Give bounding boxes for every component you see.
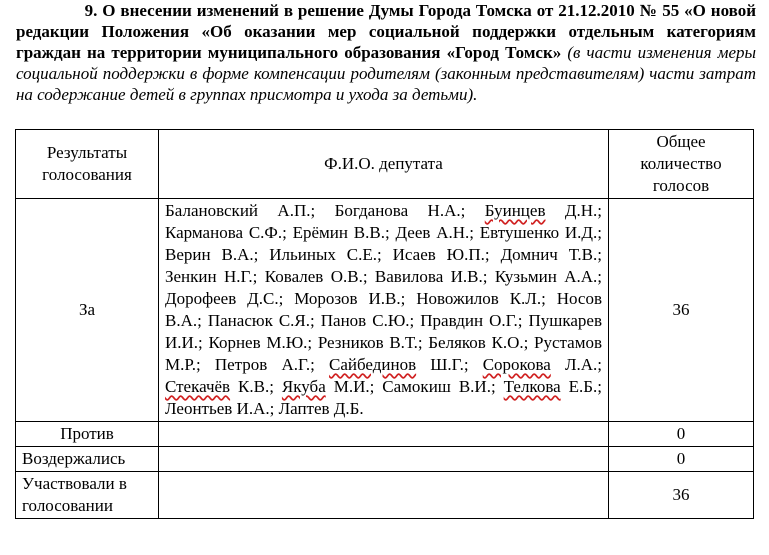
deputies-text: Балановский А.П.; Богданова Н.А.; [165,201,485,220]
row-total-abstained: 0 [609,447,754,472]
row-total-for: 36 [609,199,754,422]
row-total-against: 0 [609,422,754,447]
decision-title: О внесении изменений в решение Думы Города Томска от 21.12.2010 № 55 «О новой редакции Положения «Об оказании мер социальной поддержки отдельным категориям граждан на территории муниципального образования «Город Томск» [16,1,757,62]
table-header-row [16,130,754,199]
row-result-for: За [16,199,159,422]
item-number: 9. [84,1,98,20]
deputies-text: К.В.; [230,377,282,396]
deputies-list [159,199,609,422]
decision-heading [16,0,756,105]
header-result: Результаты голосования [16,130,159,199]
deputy-name: Сайбединов [329,355,417,374]
deputy-name: Телкова [503,377,561,396]
deputy-name: Якуба [281,377,326,396]
table-row [16,199,754,422]
deputy-name: Буинцев [484,201,546,220]
deputies-text: Ш.Г.; [416,355,483,374]
row-deputies-against [159,422,609,447]
table-row [16,422,754,447]
row-deputies-abstained [159,447,609,472]
deputy-name: Стекачёв [165,377,231,396]
header-deputies: Ф.И.О. депутата [159,130,609,199]
row-result-abstained: Воздержались [16,447,159,472]
deputies-text: Л.А.; [550,355,602,374]
row-result-participated: Участвовали в голосовании [16,472,159,519]
deputies-text: М.И.; Самокиш В.И.; [325,377,504,396]
deputy-name: Сорокова [482,355,551,374]
deputies-text: Д.Н.; Карманова С.Ф.; Ерёмин В.В.; Деев А.Н.; Евтушенко И.Д.; Верин В.А.; Ильиных С.Е.; Исаев Ю.П.; Домнич Т.В.; Зенкин Н.Г.; Ковалев О.В.; Вавилова И.В.; Кузьмин А.А.; Дорофеев Д.С.; Морозов И.В.; Новожилов К.Л.; Носов В.А.; Панасюк С.Я.; Панов С.Ю.; Правдин О.Г.; Пушкарев И.И.; Корнев М.Ю.; Резников В.Т.; Беляков К.О.; Рустамов М.Р.; Петров А.Г.; [165,201,602,374]
header-total: Общее количество голосов [609,130,754,199]
deputies-text: Е.Б.; Леонтьев И.А.; Лаптев Д.Б. [165,377,603,418]
table-row [16,447,754,472]
row-total-participated: 36 [609,472,754,519]
voting-results-table [15,129,754,519]
table-row [16,472,754,519]
row-deputies-participated [159,472,609,519]
decision-subtitle: (в части изменения меры социальной поддержки в форме компенсации родителям (законным представителям) части затрат на содержание детей в группах присмотра и ухода за детьми). [16,43,757,104]
row-result-against: Против [16,422,159,447]
